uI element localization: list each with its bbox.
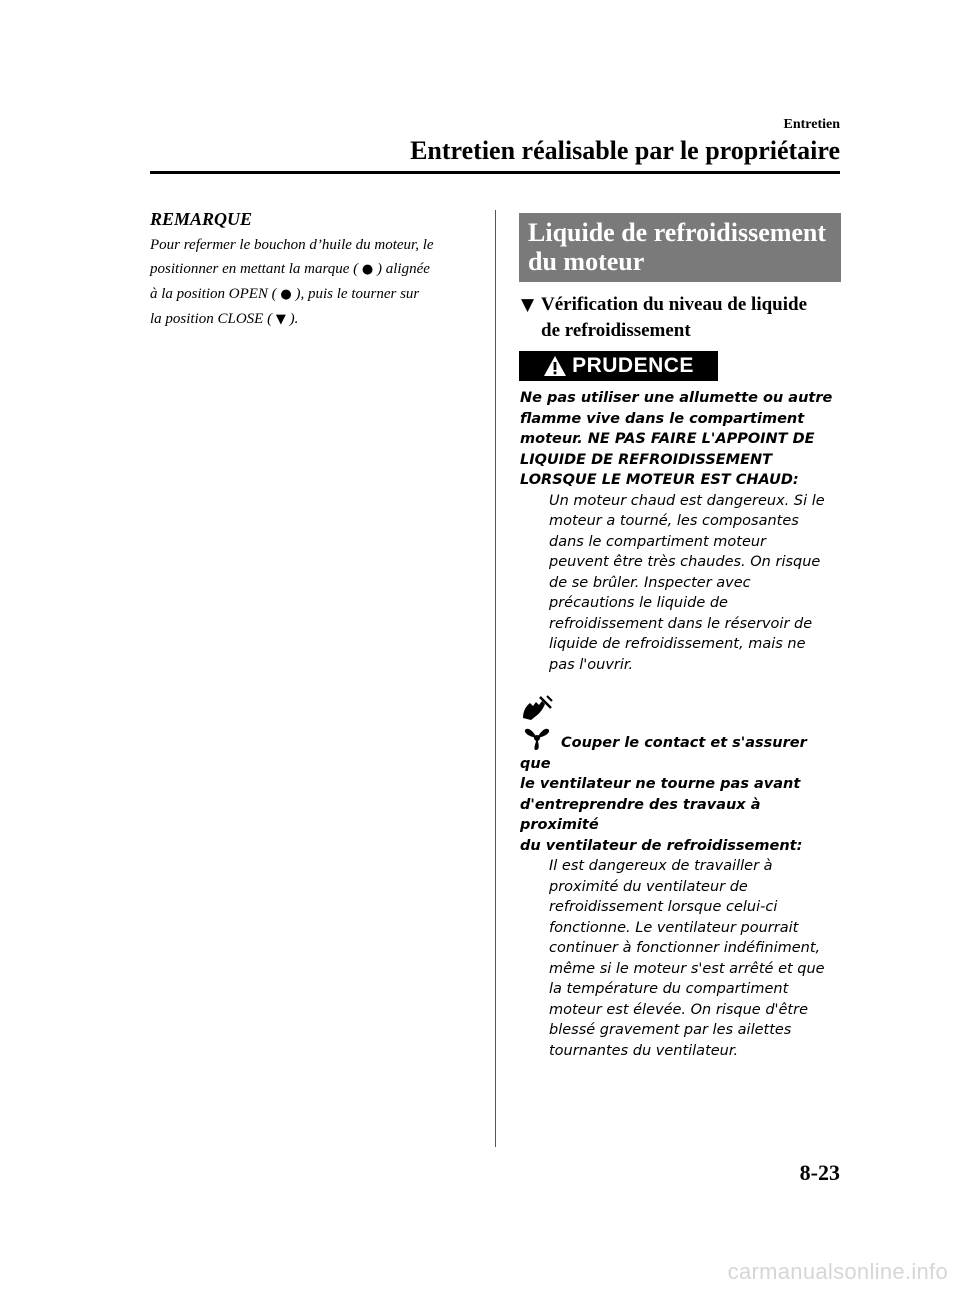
warning-detail-line: blessé gravement par les ailettes	[549, 1022, 792, 1038]
warning-detail-line: pas l'ouvrir.	[549, 656, 634, 673]
page-number: 8-23	[799, 1160, 840, 1185]
note-line	[150, 257, 480, 282]
warning-lead-line: Ne pas utiliser une allumette ou autre	[520, 390, 833, 406]
column-divider	[495, 210, 496, 1147]
warning-lead-line: d'entreprendre des travaux à proximité	[520, 796, 761, 833]
warning-detail-line: proximité du ventilateur de	[549, 878, 748, 895]
note-text: Pour refermer le bouchon d’huile du moteur, le	[150, 237, 434, 253]
warning-block-fan	[520, 733, 842, 1061]
note-line	[150, 282, 480, 307]
warning-lead-line: LIQUIDE DE REFROIDISSEMENT	[520, 451, 773, 468]
circle-mark-icon: ●	[280, 287, 292, 302]
warning-lead-line: du ventilateur de refroidissement:	[520, 837, 803, 854]
warning-detail-line: dans le compartiment moteur	[549, 533, 767, 550]
warning-detail-line: tournantes du ventilateur.	[549, 1042, 739, 1059]
note-text: la position CLOSE (	[150, 311, 273, 327]
note-text: ) alignée	[377, 261, 430, 277]
header-chapter-title: Entretien réalisable par le propriétaire	[410, 136, 840, 165]
warning-lead	[520, 733, 842, 856]
section-title-line: du moteur	[528, 247, 645, 276]
caution-label: PRUDENCE	[572, 354, 694, 377]
warning-detail	[520, 856, 842, 1061]
warning-detail-line: liquide de refroidissement, mais ne	[549, 636, 806, 652]
warning-lead-line	[520, 733, 842, 774]
note-line	[150, 307, 480, 332]
triangle-bullet-icon: ▼	[521, 295, 535, 315]
warning-detail-line: fonctionne. Le ventilateur pourrait	[549, 919, 799, 936]
triangle-mark-icon: ▼	[275, 312, 286, 327]
note-body	[150, 233, 480, 332]
header-divider	[150, 171, 840, 174]
warning-lead-line: flamme vive dans le compartiment	[520, 410, 805, 427]
note-text: à la position OPEN (	[150, 286, 277, 302]
header-section-label: Entretien	[783, 117, 840, 132]
warning-lead-line: le ventilateur ne tourne pas avant	[520, 776, 801, 792]
section-title-banner	[519, 213, 841, 282]
note-text: ), puis le tourner sur	[295, 286, 420, 302]
warning-triangle-icon	[543, 355, 567, 377]
watermark-text: carmanualsonline.info	[727, 1259, 948, 1284]
warning-detail-line: peuvent être très chaudes. On risque	[549, 554, 821, 570]
caution-badge	[519, 351, 718, 381]
warning-detail-line: Il est dangereux de travailler à	[549, 858, 773, 874]
warning-detail-line: moteur est élevée. On risque d'être	[549, 1001, 809, 1018]
warning-detail-line: continuer à fonctionner indéfiniment,	[549, 940, 821, 956]
warning-lead-line: LORSQUE LE MOTEUR EST CHAUD:	[520, 472, 799, 488]
circle-mark-icon: ●	[361, 262, 374, 277]
warning-lead-text: Couper le contact et s'assurer que	[520, 735, 807, 772]
warning-detail-line: moteur a tourné, les composantes	[549, 513, 799, 529]
subsection-heading	[519, 292, 841, 344]
note-line	[150, 233, 480, 257]
note-title: REMARQUE	[150, 209, 253, 229]
warning-lead-line: moteur. NE PAS FAIRE L'APPOINT DE	[520, 431, 815, 447]
warning-detail-line: refroidissement dans le réservoir de	[549, 615, 813, 632]
subsection-title-line: de refroidissement	[541, 320, 691, 341]
warning-detail-line: Un moteur chaud est dangereux. Si le	[549, 492, 825, 509]
hand-hazard-icon	[520, 694, 554, 722]
subsection-title-line: Vérification du niveau de liquide	[541, 294, 808, 315]
section-title-line: Liquide de refroidissement	[528, 218, 827, 247]
warning-detail	[520, 491, 842, 676]
warning-detail-line: refroidissement lorsque celui-ci	[549, 899, 778, 915]
warning-lead	[520, 388, 842, 491]
warning-detail-line: la température du compartiment	[549, 981, 789, 997]
warning-detail-line: même si le moteur s'est arrêté et que	[549, 960, 825, 977]
warning-detail-line: précautions le liquide de	[549, 595, 728, 611]
note-text: ).	[289, 311, 299, 327]
note-text: positionner en mettant la marque (	[150, 261, 359, 277]
warning-block-flame	[520, 388, 842, 675]
warning-detail-line: de se brûler. Inspecter avec	[549, 574, 751, 591]
